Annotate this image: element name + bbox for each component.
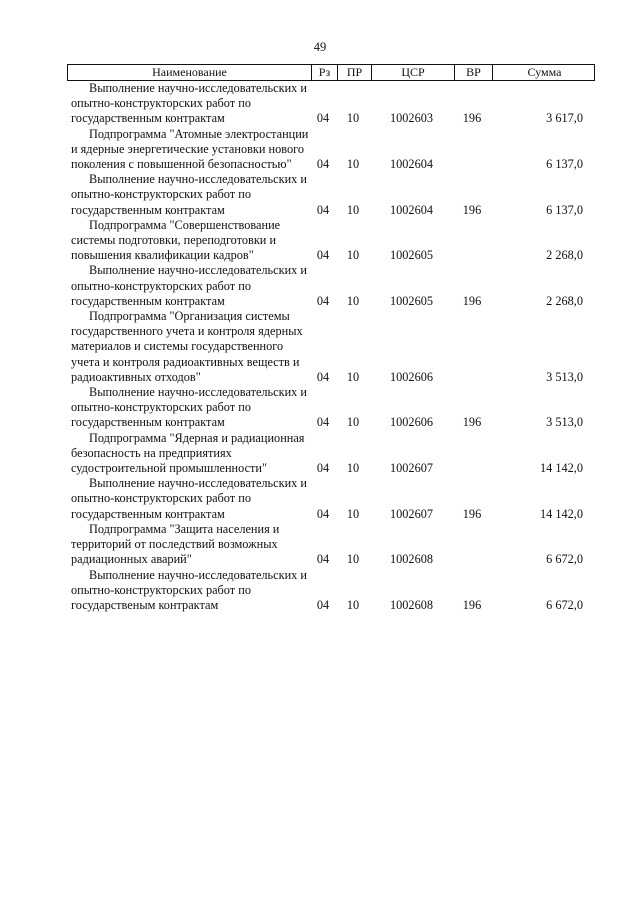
row-sum: 6 137,0 [546, 157, 583, 172]
row-name: Выполнение научно-исследовательских и опытно-конструкторских работ по государственным контрактам [71, 172, 307, 217]
row-sum: 6 672,0 [546, 552, 583, 567]
row-pr: 10 [346, 461, 360, 476]
row-rz: 04 [316, 157, 330, 172]
table-row [67, 81, 595, 127]
table-row [67, 218, 595, 264]
row-sum: 14 142,0 [539, 461, 583, 476]
row-pr: 10 [346, 157, 360, 172]
row-csr: 1002607 [389, 461, 434, 476]
row-sum: 6 137,0 [546, 202, 583, 217]
header-vr: ВР [454, 65, 492, 80]
row-name: Выполнение научно-исследовательских и опытно-конструкторских работ по государственным контрактам [71, 476, 307, 521]
row-sum: 3 617,0 [546, 111, 583, 126]
table-row [67, 385, 595, 431]
row-csr: 1002605 [389, 293, 434, 308]
row-csr: 1002606 [389, 369, 434, 384]
row-csr: 1002604 [389, 202, 434, 217]
row-csr: 1002606 [389, 415, 434, 430]
row-pr: 10 [346, 369, 360, 384]
table-row [67, 568, 595, 614]
row-csr: 1002608 [389, 597, 434, 612]
row-pr: 10 [346, 415, 360, 430]
row-csr: 1002605 [389, 248, 434, 263]
row-vr: 196 [462, 597, 482, 612]
row-rz: 04 [316, 597, 330, 612]
row-name: Подпрограмма "Защита населения и территорий от последствий возможных радиационных аварий" [71, 521, 280, 567]
row-csr: 1002603 [389, 111, 434, 126]
row-pr: 10 [346, 248, 360, 263]
row-sum: 6 672,0 [546, 597, 583, 612]
header-rz: Рз [311, 65, 337, 80]
row-name: Подпрограмма "Организация системы государственного учета и контроля ядерных материалов и системы государственного учета и контроля радиоактивных веществ и радиоактивных отходов" [71, 309, 303, 384]
row-rz: 04 [316, 293, 330, 308]
row-pr: 10 [346, 597, 360, 612]
row-pr: 10 [346, 293, 360, 308]
header-sum: Сумма [492, 65, 596, 80]
row-sum: 3 513,0 [546, 415, 583, 430]
table-row [67, 127, 595, 173]
row-csr: 1002607 [389, 506, 434, 521]
row-sum: 2 268,0 [546, 248, 583, 263]
row-csr: 1002604 [389, 157, 434, 172]
row-vr: 196 [462, 111, 482, 126]
row-name: Подпрограмма "Ядерная и радиационная безопасность на предприятиях судостроительной промышленности" [71, 430, 305, 476]
row-rz: 04 [316, 552, 330, 567]
page-number: 49 [313, 40, 327, 54]
row-rz: 04 [316, 111, 330, 126]
row-name: Выполнение научно-исследовательских и опытно-конструкторских работ по государственным контрактам [71, 385, 307, 430]
row-vr: 196 [462, 202, 482, 217]
row-name: Выполнение научно-исследовательских и опытно-конструкторских работ по государственым контрактам [71, 567, 307, 612]
row-rz: 04 [316, 461, 330, 476]
row-name: Подпрограмма "Атомные электростанции и ядерные энергетические установки нового поколения с повышенной безопасностью" [71, 126, 309, 172]
row-rz: 04 [316, 248, 330, 263]
row-vr: 196 [462, 506, 482, 521]
row-sum: 14 142,0 [539, 506, 583, 521]
table-row [67, 309, 595, 385]
row-pr: 10 [346, 111, 360, 126]
row-name: Выполнение научно-исследовательских и опытно-конструкторских работ по государственным контрактам [71, 81, 307, 126]
row-rz: 04 [316, 202, 330, 217]
table-body [67, 81, 595, 613]
budget-table [67, 64, 595, 613]
table-row [67, 431, 595, 477]
table-row [67, 172, 595, 218]
table-row [67, 522, 595, 568]
row-vr: 196 [462, 293, 482, 308]
row-name: Выполнение научно-исследовательских и опытно-конструкторских работ по государственным контрактам [71, 263, 307, 308]
header-csr: ЦСР [371, 65, 454, 80]
row-vr: 196 [462, 415, 482, 430]
header-pr: ПР [337, 65, 371, 80]
table-row [67, 263, 595, 309]
row-pr: 10 [346, 552, 360, 567]
row-rz: 04 [316, 506, 330, 521]
row-sum: 3 513,0 [546, 369, 583, 384]
row-pr: 10 [346, 202, 360, 217]
header-name: Наименование [152, 65, 227, 79]
row-rz: 04 [316, 369, 330, 384]
row-name: Подпрограмма "Совершенствование системы подготовки, переподготовки и повышения квалификации кадров" [71, 217, 281, 263]
table-row [67, 476, 595, 522]
row-csr: 1002608 [389, 552, 434, 567]
row-pr: 10 [346, 506, 360, 521]
row-sum: 2 268,0 [546, 293, 583, 308]
table-header [67, 64, 595, 81]
row-rz: 04 [316, 415, 330, 430]
